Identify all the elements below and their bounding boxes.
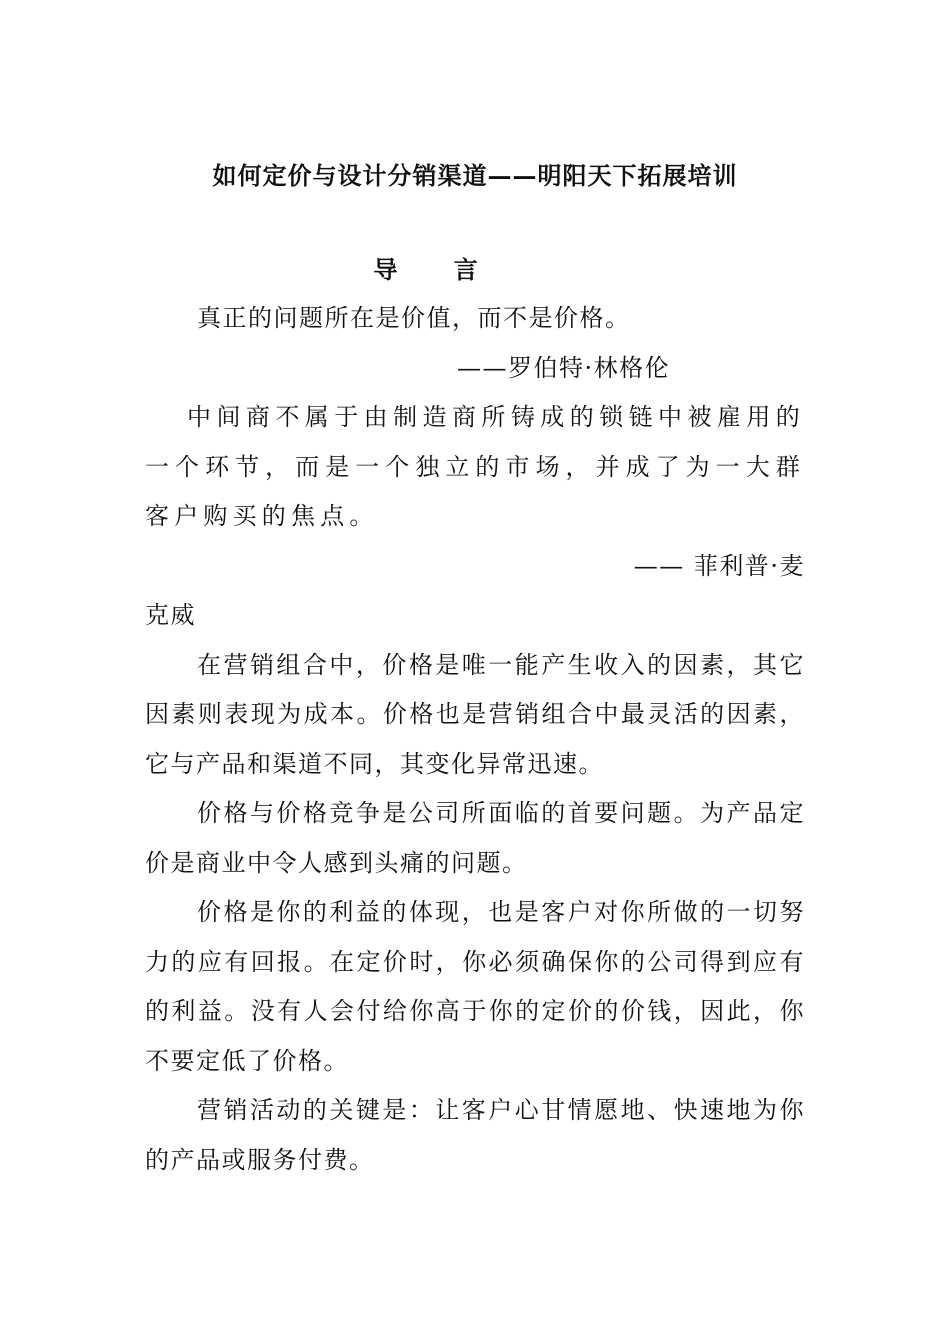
body-paragraph: 价格与价格竞争是公司所面临的首要问题。为产品定价是商业中令人感到头痛的问题。: [145, 799, 805, 877]
body-paragraph: 价格是你的利益的体现，也是客户对你所做的一切努力的应有回报。在定价时，你必须确保你的公司得到应有的利益。没有人会付给你高于你的定价的价钱，因此，你不要定低了价格。: [145, 898, 805, 1075]
document-body: [145, 294, 805, 1185]
quote-text: 中间商不属于由制造商所铸成的锁链中被雇用的一个环节，而是一个独立的市场，并成了为一大群客户购买的焦点。: [145, 403, 805, 530]
quote-text: 真正的问题所在是价值，而不是价格。: [197, 304, 631, 332]
section-heading: 导 言: [373, 255, 502, 284]
body-paragraph: 营销活动的关键是：让客户心甘情愿地、快速地为你的产品或服务付费。: [145, 1096, 805, 1174]
quote-attribution: ——罗伯特·林格伦: [457, 353, 671, 382]
quote-attribution: —— 菲利普·麦: [633, 551, 805, 580]
document-title: 如何定价与设计分销渠道——明阳天下拓展培训: [212, 161, 738, 190]
body-paragraph: 在营销组合中，价格是唯一能产生收入的因素，其它因素则表现为成本。价格也是营销组合中最灵活的因素，它与产品和渠道不同，其变化异常迅速。: [145, 650, 805, 778]
quote-attribution-continued: 克威: [145, 601, 196, 629]
